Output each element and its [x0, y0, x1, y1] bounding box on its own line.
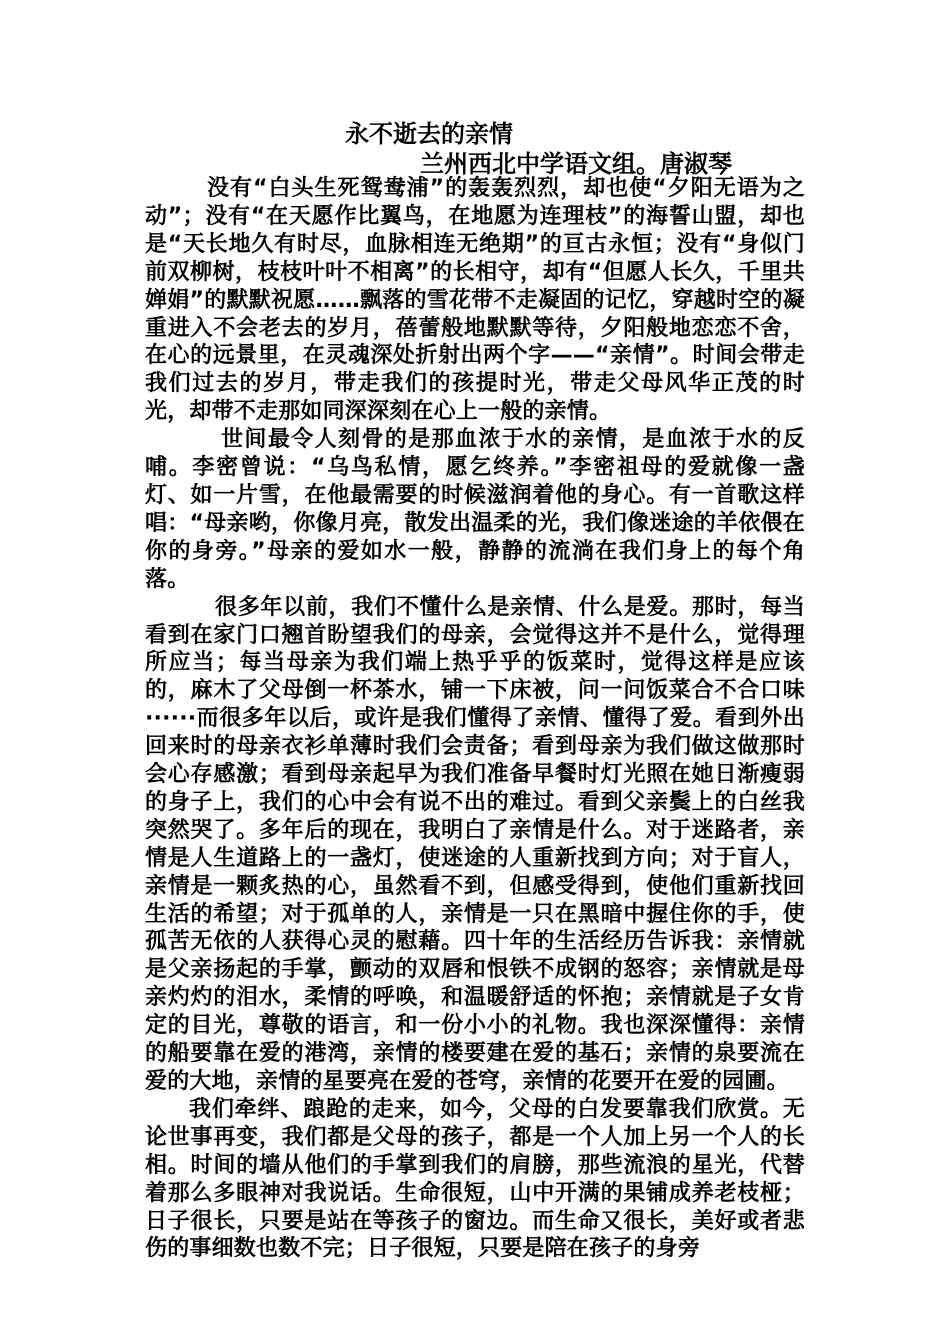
author-line: 兰州西北中学语文组。唐淑琴	[420, 150, 732, 178]
article-body	[145, 175, 805, 1263]
page-title: 永不逝去的亲情	[345, 120, 513, 148]
paragraph-1: 没有“白头生死鸳鸯浦”的轰轰烈烈，却也使“夕阳无语为之动”；没有“在天愿作比翼鸟，在地愿为连理枝”的海誓山盟，却也是“天长地久有时尽，血脉相连无绝期”的亘古永恒；没有“身似门前双柳树，枝枝叶叶不相离”的长相守，却有“但愿人长久，千里共婵娟”的默默祝愿……飘落的雪花带不走凝固的记忆，穿越时空的凝重进入不会老去的岁月，蓓蕾般地默默等待，夕阳般地恋恋不舍，在心的远景里，在灵魂深处折射出两个字——“亲情”。时间会带走我们过去的岁月，带走我们的孩提时光，带走父母风华正茂的时光，却带不走那如同深深刻在心上一般的亲情。	[145, 176, 805, 425]
paragraph-3: 很多年以前，我们不懂什么是亲情、什么是爱。那时，每当看到在家门口翘首盼望我们的母亲，会觉得这并不是什么，觉得理所应当；每当母亲为我们端上热乎乎的饭菜时，觉得这样是应该的，麻木了父母倒一杯茶水，铺一下床被，问一问饭菜合不合口味······而很多年以后，或许是我们懂得了亲情、懂得了爱。看到外出回来时的母亲衣衫单薄时我们会责备；看到母亲为我们做这做那时会心存感激；看到母亲起早为我们准备早餐时灯光照在她日渐瘦弱的身子上，我们的心中会有说不出的难过。看到父亲鬓上的白丝我突然哭了。多年后的现在，我明白了亲情是什么。对于迷路者，亲情是人生道路上的一盏灯，使迷途的人重新找到方向；对于盲人，亲情是一颗炙热的心，虽然看不到，但感受得到，使他们重新找回生活的希望；对于孤单的人，亲情是一只在黑暗中握住你的手，使孤苦无依的人获得心灵的慰藉。四十年的生活经历告诉我：亲情就是父亲扬起的手掌，颤动的双唇和恨铁不成钢的怒容；亲情就是母亲灼灼的泪水，柔情的呼唤，和温暖舒适的怀抱；亲情就是子女肯定的目光，尊敬的语言，和一份小小的礼物。我也深深懂得：亲情的船要靠在爱的港湾，亲情的楼要建在爱的基石；亲情的泉要流在爱的大地，亲情的星要亮在爱的苍穹，亲情的花要开在爱的园圃。	[145, 594, 805, 1094]
paragraph-4: 我们牵绊、踉跄的走来，如今，父母的白发要靠我们欣赏。无论世事再变，我们都是父母的孩子，都是一个人加上另一个人的长相。时间的墙从他们的手掌到我们的肩膀，那些流浪的星光，代替着那么多眼神对我说话。生命很短，山中开满的果铺成养老枝桠；日子很长，只要是站在等孩子的窗边。而生命又很长，美好或者悲伤的事细数也数不完；日子很短，只要是陪在孩子的身旁	[145, 1096, 805, 1262]
paragraph-2: 世间最令人刻骨的是那血浓于水的亲情，是血浓于水的反哺。李密曾说：“乌鸟私情，愿乞终养。”李密祖母的爱就像一盏灯、如一片雪，在他最需要的时候滋润着他的身心。有一首歌这样唱：“母亲哟，你像月亮，散发出温柔的光，我们像迷途的羊依偎在你的身旁。”母亲的爱如水一般，静静的流淌在我们身上的每个角落。	[145, 427, 805, 592]
